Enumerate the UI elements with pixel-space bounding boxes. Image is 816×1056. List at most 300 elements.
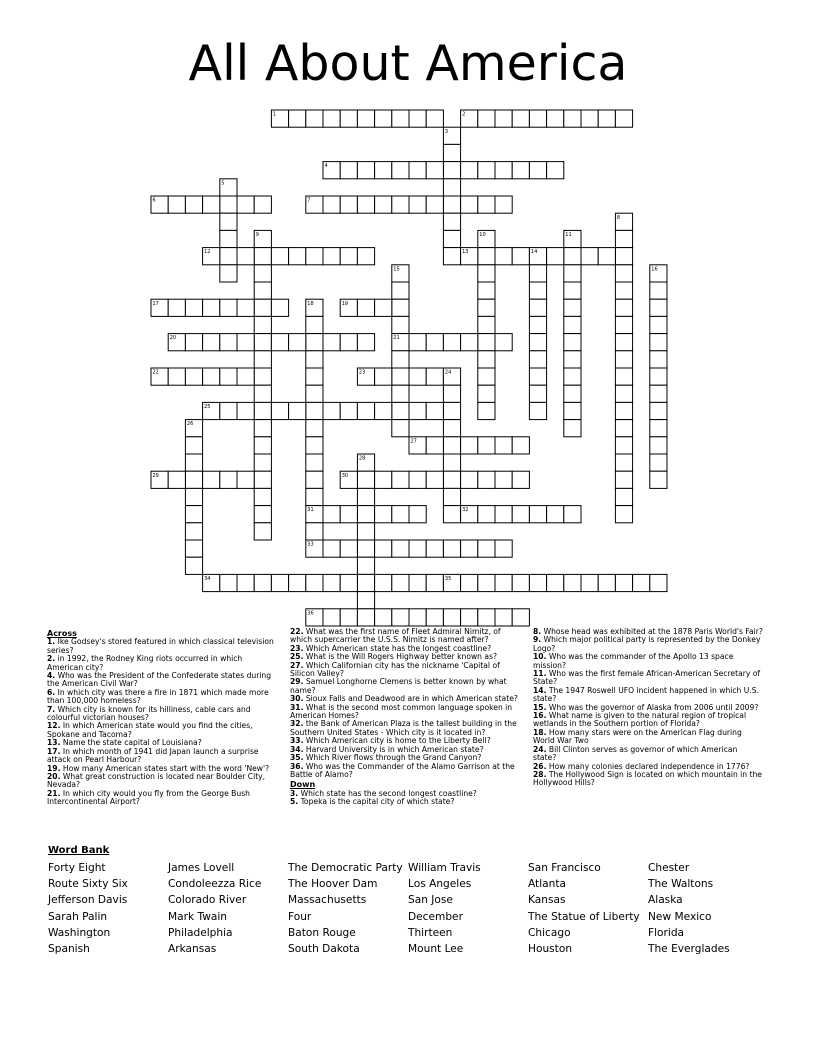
- grid-cell[interactable]: [443, 334, 460, 351]
- grid-cell[interactable]: [289, 574, 306, 591]
- grid-cell[interactable]: [306, 351, 323, 368]
- grid-cell[interactable]: [357, 523, 374, 540]
- grid-cell[interactable]: [254, 351, 271, 368]
- grid-cell[interactable]: [547, 110, 564, 127]
- grid-cell[interactable]: [615, 506, 632, 523]
- grid-cell[interactable]: [168, 196, 185, 213]
- grid-cell[interactable]: [203, 299, 220, 316]
- grid-cell[interactable]: [254, 420, 271, 437]
- grid-cell[interactable]: [340, 574, 357, 591]
- grid-cell[interactable]: [237, 334, 254, 351]
- grid-cell[interactable]: [426, 368, 443, 385]
- grid-cell[interactable]: [237, 402, 254, 419]
- grid-cell[interactable]: [185, 506, 202, 523]
- grid-cell[interactable]: [512, 471, 529, 488]
- grid-cell[interactable]: [271, 402, 288, 419]
- grid-cell[interactable]: [357, 471, 374, 488]
- grid-cell[interactable]: [564, 334, 581, 351]
- grid-cell[interactable]: [306, 334, 323, 351]
- grid-cell[interactable]: [615, 574, 632, 591]
- grid-cell[interactable]: [271, 574, 288, 591]
- grid-cell[interactable]: [237, 299, 254, 316]
- grid-cell[interactable]: [564, 282, 581, 299]
- grid-cell[interactable]: [615, 110, 632, 127]
- grid-cell[interactable]: [168, 471, 185, 488]
- grid-cell[interactable]: [478, 282, 495, 299]
- grid-cell[interactable]: [185, 196, 202, 213]
- grid-cell[interactable]: [203, 471, 220, 488]
- grid-cell[interactable]: [650, 351, 667, 368]
- grid-cell[interactable]: [323, 334, 340, 351]
- grid-cell[interactable]: [185, 299, 202, 316]
- grid-cell[interactable]: [254, 471, 271, 488]
- grid-cell[interactable]: [306, 523, 323, 540]
- grid-cell[interactable]: [185, 557, 202, 574]
- grid-cell[interactable]: [375, 196, 392, 213]
- grid-cell[interactable]: [271, 334, 288, 351]
- grid-cell[interactable]: [598, 574, 615, 591]
- grid-cell[interactable]: [254, 488, 271, 505]
- grid-cell[interactable]: [409, 196, 426, 213]
- grid-cell[interactable]: [357, 110, 374, 127]
- grid-cell[interactable]: [392, 420, 409, 437]
- grid-cell[interactable]: [615, 437, 632, 454]
- grid-cell[interactable]: [529, 282, 546, 299]
- grid-cell[interactable]: [564, 368, 581, 385]
- grid-cell[interactable]: [220, 334, 237, 351]
- grid-cell[interactable]: [289, 402, 306, 419]
- grid-cell[interactable]: [443, 162, 460, 179]
- grid-cell[interactable]: [237, 248, 254, 265]
- grid-cell[interactable]: [615, 351, 632, 368]
- grid-cell[interactable]: [357, 334, 374, 351]
- grid-cell[interactable]: [478, 316, 495, 333]
- grid-cell[interactable]: [254, 437, 271, 454]
- grid-cell[interactable]: [650, 368, 667, 385]
- grid-cell[interactable]: [547, 162, 564, 179]
- grid-cell[interactable]: [650, 299, 667, 316]
- grid-cell[interactable]: [340, 609, 357, 626]
- grid-cell[interactable]: [375, 506, 392, 523]
- grid-cell[interactable]: [392, 110, 409, 127]
- grid-cell[interactable]: [271, 248, 288, 265]
- grid-cell[interactable]: [340, 540, 357, 557]
- grid-cell[interactable]: [495, 574, 512, 591]
- grid-cell[interactable]: [392, 609, 409, 626]
- grid-cell[interactable]: [254, 299, 271, 316]
- grid-cell[interactable]: [615, 230, 632, 247]
- grid-cell[interactable]: [461, 609, 478, 626]
- grid-cell[interactable]: [340, 506, 357, 523]
- grid-cell[interactable]: [340, 196, 357, 213]
- grid-cell[interactable]: [426, 540, 443, 557]
- grid-cell[interactable]: [289, 248, 306, 265]
- grid-cell[interactable]: [254, 368, 271, 385]
- grid-cell[interactable]: [323, 196, 340, 213]
- grid-cell[interactable]: [495, 162, 512, 179]
- grid-cell[interactable]: [306, 454, 323, 471]
- grid-cell[interactable]: [220, 574, 237, 591]
- grid-cell[interactable]: [375, 299, 392, 316]
- grid-cell[interactable]: [529, 368, 546, 385]
- grid-cell[interactable]: [220, 248, 237, 265]
- grid-cell[interactable]: [357, 609, 374, 626]
- grid-cell[interactable]: [237, 368, 254, 385]
- grid-cell[interactable]: [168, 299, 185, 316]
- grid-cell[interactable]: [529, 506, 546, 523]
- grid-cell[interactable]: [340, 402, 357, 419]
- grid-cell[interactable]: [564, 299, 581, 316]
- grid-cell[interactable]: [581, 110, 598, 127]
- grid-cell[interactable]: [323, 248, 340, 265]
- grid-cell[interactable]: [306, 368, 323, 385]
- grid-cell[interactable]: [271, 299, 288, 316]
- grid-cell[interactable]: [254, 574, 271, 591]
- grid-cell[interactable]: [478, 471, 495, 488]
- grid-cell[interactable]: [375, 162, 392, 179]
- grid-cell[interactable]: [392, 574, 409, 591]
- grid-cell[interactable]: [306, 248, 323, 265]
- grid-cell[interactable]: [581, 574, 598, 591]
- grid-cell[interactable]: [495, 540, 512, 557]
- grid-cell[interactable]: [357, 592, 374, 609]
- grid-cell[interactable]: [357, 506, 374, 523]
- grid-cell[interactable]: [357, 540, 374, 557]
- grid-cell[interactable]: [220, 471, 237, 488]
- grid-cell[interactable]: [254, 196, 271, 213]
- grid-cell[interactable]: [426, 609, 443, 626]
- grid-cell[interactable]: [392, 540, 409, 557]
- grid-cell[interactable]: [254, 248, 271, 265]
- grid-cell[interactable]: [650, 282, 667, 299]
- grid-cell[interactable]: [220, 196, 237, 213]
- grid-cell[interactable]: [392, 402, 409, 419]
- grid-cell[interactable]: [340, 110, 357, 127]
- grid-cell[interactable]: [443, 488, 460, 505]
- grid-cell[interactable]: [650, 471, 667, 488]
- grid-cell[interactable]: [323, 574, 340, 591]
- grid-cell[interactable]: [375, 368, 392, 385]
- grid-cell[interactable]: [409, 471, 426, 488]
- grid-cell[interactable]: [254, 265, 271, 282]
- grid-cell[interactable]: [254, 454, 271, 471]
- grid-cell[interactable]: [254, 506, 271, 523]
- grid-cell[interactable]: [357, 574, 374, 591]
- grid-cell[interactable]: [392, 471, 409, 488]
- grid-cell[interactable]: [323, 540, 340, 557]
- grid-cell[interactable]: [220, 265, 237, 282]
- grid-cell[interactable]: [512, 506, 529, 523]
- grid-cell[interactable]: [650, 420, 667, 437]
- grid-cell[interactable]: [443, 385, 460, 402]
- grid-cell[interactable]: [478, 110, 495, 127]
- grid-cell[interactable]: [512, 437, 529, 454]
- grid-cell[interactable]: [375, 574, 392, 591]
- grid-cell[interactable]: [443, 402, 460, 419]
- grid-cell[interactable]: [615, 265, 632, 282]
- grid-cell[interactable]: [478, 299, 495, 316]
- grid-cell[interactable]: [478, 402, 495, 419]
- grid-cell[interactable]: [443, 248, 460, 265]
- grid-cell[interactable]: [650, 437, 667, 454]
- grid-cell[interactable]: [564, 110, 581, 127]
- grid-cell[interactable]: [461, 574, 478, 591]
- grid-cell[interactable]: [443, 144, 460, 161]
- grid-cell[interactable]: [461, 162, 478, 179]
- grid-cell[interactable]: [564, 420, 581, 437]
- grid-cell[interactable]: [478, 574, 495, 591]
- grid-cell[interactable]: [220, 402, 237, 419]
- grid-cell[interactable]: [478, 368, 495, 385]
- grid-cell[interactable]: [529, 574, 546, 591]
- grid-cell[interactable]: [478, 506, 495, 523]
- grid-cell[interactable]: [306, 402, 323, 419]
- grid-cell[interactable]: [443, 540, 460, 557]
- grid-cell[interactable]: [615, 488, 632, 505]
- grid-cell[interactable]: [289, 334, 306, 351]
- grid-cell[interactable]: [529, 299, 546, 316]
- grid-cell[interactable]: [564, 506, 581, 523]
- grid-cell[interactable]: [220, 213, 237, 230]
- grid-cell[interactable]: [443, 454, 460, 471]
- grid-cell[interactable]: [375, 110, 392, 127]
- grid-cell[interactable]: [478, 265, 495, 282]
- grid-cell[interactable]: [392, 385, 409, 402]
- grid-cell[interactable]: [392, 368, 409, 385]
- grid-cell[interactable]: [461, 471, 478, 488]
- grid-cell[interactable]: [512, 574, 529, 591]
- grid-cell[interactable]: [443, 213, 460, 230]
- grid-cell[interactable]: [529, 334, 546, 351]
- grid-cell[interactable]: [168, 368, 185, 385]
- grid-cell[interactable]: [564, 351, 581, 368]
- grid-cell[interactable]: [254, 385, 271, 402]
- grid-cell[interactable]: [495, 471, 512, 488]
- grid-cell[interactable]: [529, 385, 546, 402]
- grid-cell[interactable]: [443, 196, 460, 213]
- grid-cell[interactable]: [237, 574, 254, 591]
- grid-cell[interactable]: [306, 437, 323, 454]
- grid-cell[interactable]: [392, 196, 409, 213]
- grid-cell[interactable]: [615, 402, 632, 419]
- grid-cell[interactable]: [443, 609, 460, 626]
- grid-cell[interactable]: [203, 196, 220, 213]
- grid-cell[interactable]: [220, 230, 237, 247]
- grid-cell[interactable]: [426, 402, 443, 419]
- grid-cell[interactable]: [461, 540, 478, 557]
- grid-cell[interactable]: [237, 471, 254, 488]
- grid-cell[interactable]: [203, 334, 220, 351]
- grid-cell[interactable]: [615, 334, 632, 351]
- grid-cell[interactable]: [650, 334, 667, 351]
- grid-cell[interactable]: [529, 162, 546, 179]
- grid-cell[interactable]: [529, 316, 546, 333]
- grid-cell[interactable]: [426, 471, 443, 488]
- grid-cell[interactable]: [409, 162, 426, 179]
- grid-cell[interactable]: [185, 540, 202, 557]
- grid-cell[interactable]: [615, 420, 632, 437]
- grid-cell[interactable]: [237, 196, 254, 213]
- grid-cell[interactable]: [495, 506, 512, 523]
- grid-cell[interactable]: [357, 557, 374, 574]
- grid-cell[interactable]: [564, 316, 581, 333]
- grid-cell[interactable]: [254, 334, 271, 351]
- grid-cell[interactable]: [340, 162, 357, 179]
- grid-cell[interactable]: [323, 402, 340, 419]
- grid-cell[interactable]: [409, 368, 426, 385]
- grid-cell[interactable]: [650, 385, 667, 402]
- grid-cell[interactable]: [564, 248, 581, 265]
- grid-cell[interactable]: [306, 110, 323, 127]
- grid-cell[interactable]: [392, 506, 409, 523]
- grid-cell[interactable]: [598, 110, 615, 127]
- grid-cell[interactable]: [443, 420, 460, 437]
- grid-cell[interactable]: [547, 506, 564, 523]
- grid-cell[interactable]: [564, 402, 581, 419]
- grid-cell[interactable]: [478, 351, 495, 368]
- grid-cell[interactable]: [392, 282, 409, 299]
- grid-cell[interactable]: [650, 454, 667, 471]
- grid-cell[interactable]: [254, 316, 271, 333]
- grid-cell[interactable]: [409, 110, 426, 127]
- grid-cell[interactable]: [185, 437, 202, 454]
- grid-cell[interactable]: [392, 316, 409, 333]
- grid-cell[interactable]: [426, 162, 443, 179]
- grid-cell[interactable]: [254, 523, 271, 540]
- grid-cell[interactable]: [547, 574, 564, 591]
- grid-cell[interactable]: [564, 385, 581, 402]
- grid-cell[interactable]: [323, 609, 340, 626]
- grid-cell[interactable]: [306, 420, 323, 437]
- grid-cell[interactable]: [512, 110, 529, 127]
- grid-cell[interactable]: [650, 316, 667, 333]
- grid-cell[interactable]: [306, 574, 323, 591]
- grid-cell[interactable]: [495, 196, 512, 213]
- grid-cell[interactable]: [443, 230, 460, 247]
- grid-cell[interactable]: [306, 488, 323, 505]
- grid-cell[interactable]: [220, 299, 237, 316]
- grid-cell[interactable]: [357, 488, 374, 505]
- grid-cell[interactable]: [409, 506, 426, 523]
- grid-cell[interactable]: [426, 437, 443, 454]
- grid-cell[interactable]: [512, 162, 529, 179]
- grid-cell[interactable]: [650, 574, 667, 591]
- grid-cell[interactable]: [443, 437, 460, 454]
- grid-cell[interactable]: [495, 437, 512, 454]
- grid-cell[interactable]: [495, 334, 512, 351]
- grid-cell[interactable]: [409, 540, 426, 557]
- grid-cell[interactable]: [357, 402, 374, 419]
- grid-cell[interactable]: [461, 334, 478, 351]
- grid-cell[interactable]: [478, 385, 495, 402]
- grid-cell[interactable]: [340, 334, 357, 351]
- grid-cell[interactable]: [357, 248, 374, 265]
- grid-cell[interactable]: [375, 471, 392, 488]
- grid-cell[interactable]: [615, 299, 632, 316]
- grid-cell[interactable]: [564, 574, 581, 591]
- grid-cell[interactable]: [254, 282, 271, 299]
- grid-cell[interactable]: [615, 385, 632, 402]
- grid-cell[interactable]: [581, 248, 598, 265]
- grid-cell[interactable]: [443, 179, 460, 196]
- grid-cell[interactable]: [547, 248, 564, 265]
- grid-cell[interactable]: [409, 402, 426, 419]
- grid-cell[interactable]: [598, 248, 615, 265]
- grid-cell[interactable]: [478, 609, 495, 626]
- grid-cell[interactable]: [615, 368, 632, 385]
- grid-cell[interactable]: [306, 316, 323, 333]
- grid-cell[interactable]: [529, 265, 546, 282]
- grid-cell[interactable]: [615, 454, 632, 471]
- grid-cell[interactable]: [461, 437, 478, 454]
- grid-cell[interactable]: [512, 609, 529, 626]
- grid-cell[interactable]: [512, 248, 529, 265]
- grid-cell[interactable]: [409, 609, 426, 626]
- grid-cell[interactable]: [289, 110, 306, 127]
- grid-cell[interactable]: [254, 402, 271, 419]
- grid-cell[interactable]: [357, 299, 374, 316]
- grid-cell[interactable]: [203, 368, 220, 385]
- grid-cell[interactable]: [375, 540, 392, 557]
- grid-cell[interactable]: [478, 196, 495, 213]
- grid-cell[interactable]: [529, 402, 546, 419]
- grid-cell[interactable]: [409, 334, 426, 351]
- grid-cell[interactable]: [375, 402, 392, 419]
- grid-cell[interactable]: [478, 162, 495, 179]
- grid-cell[interactable]: [340, 248, 357, 265]
- grid-cell[interactable]: [615, 471, 632, 488]
- grid-cell[interactable]: [185, 334, 202, 351]
- grid-cell[interactable]: [633, 574, 650, 591]
- grid-cell[interactable]: [478, 540, 495, 557]
- grid-cell[interactable]: [375, 609, 392, 626]
- grid-cell[interactable]: [306, 471, 323, 488]
- grid-cell[interactable]: [478, 248, 495, 265]
- grid-cell[interactable]: [615, 282, 632, 299]
- grid-cell[interactable]: [306, 385, 323, 402]
- grid-cell[interactable]: [392, 162, 409, 179]
- grid-cell[interactable]: [185, 454, 202, 471]
- grid-cell[interactable]: [529, 110, 546, 127]
- grid-cell[interactable]: [426, 110, 443, 127]
- grid-cell[interactable]: [357, 196, 374, 213]
- grid-cell[interactable]: [409, 574, 426, 591]
- grid-cell[interactable]: [650, 402, 667, 419]
- grid-cell[interactable]: [392, 351, 409, 368]
- grid-cell[interactable]: [323, 110, 340, 127]
- grid-cell[interactable]: [185, 523, 202, 540]
- grid-cell[interactable]: [443, 506, 460, 523]
- grid-cell[interactable]: [495, 248, 512, 265]
- grid-cell[interactable]: [495, 110, 512, 127]
- grid-cell[interactable]: [478, 437, 495, 454]
- grid-cell[interactable]: [443, 471, 460, 488]
- grid-cell[interactable]: [478, 334, 495, 351]
- grid-cell[interactable]: [185, 471, 202, 488]
- grid-cell[interactable]: [564, 265, 581, 282]
- grid-cell[interactable]: [615, 316, 632, 333]
- grid-cell[interactable]: [495, 609, 512, 626]
- grid-cell[interactable]: [426, 574, 443, 591]
- grid-cell[interactable]: [185, 368, 202, 385]
- grid-cell[interactable]: [615, 248, 632, 265]
- grid-cell[interactable]: [220, 368, 237, 385]
- grid-cell[interactable]: [357, 162, 374, 179]
- grid-cell[interactable]: [323, 506, 340, 523]
- grid-cell[interactable]: [461, 196, 478, 213]
- grid-cell[interactable]: [392, 299, 409, 316]
- grid-cell[interactable]: [185, 488, 202, 505]
